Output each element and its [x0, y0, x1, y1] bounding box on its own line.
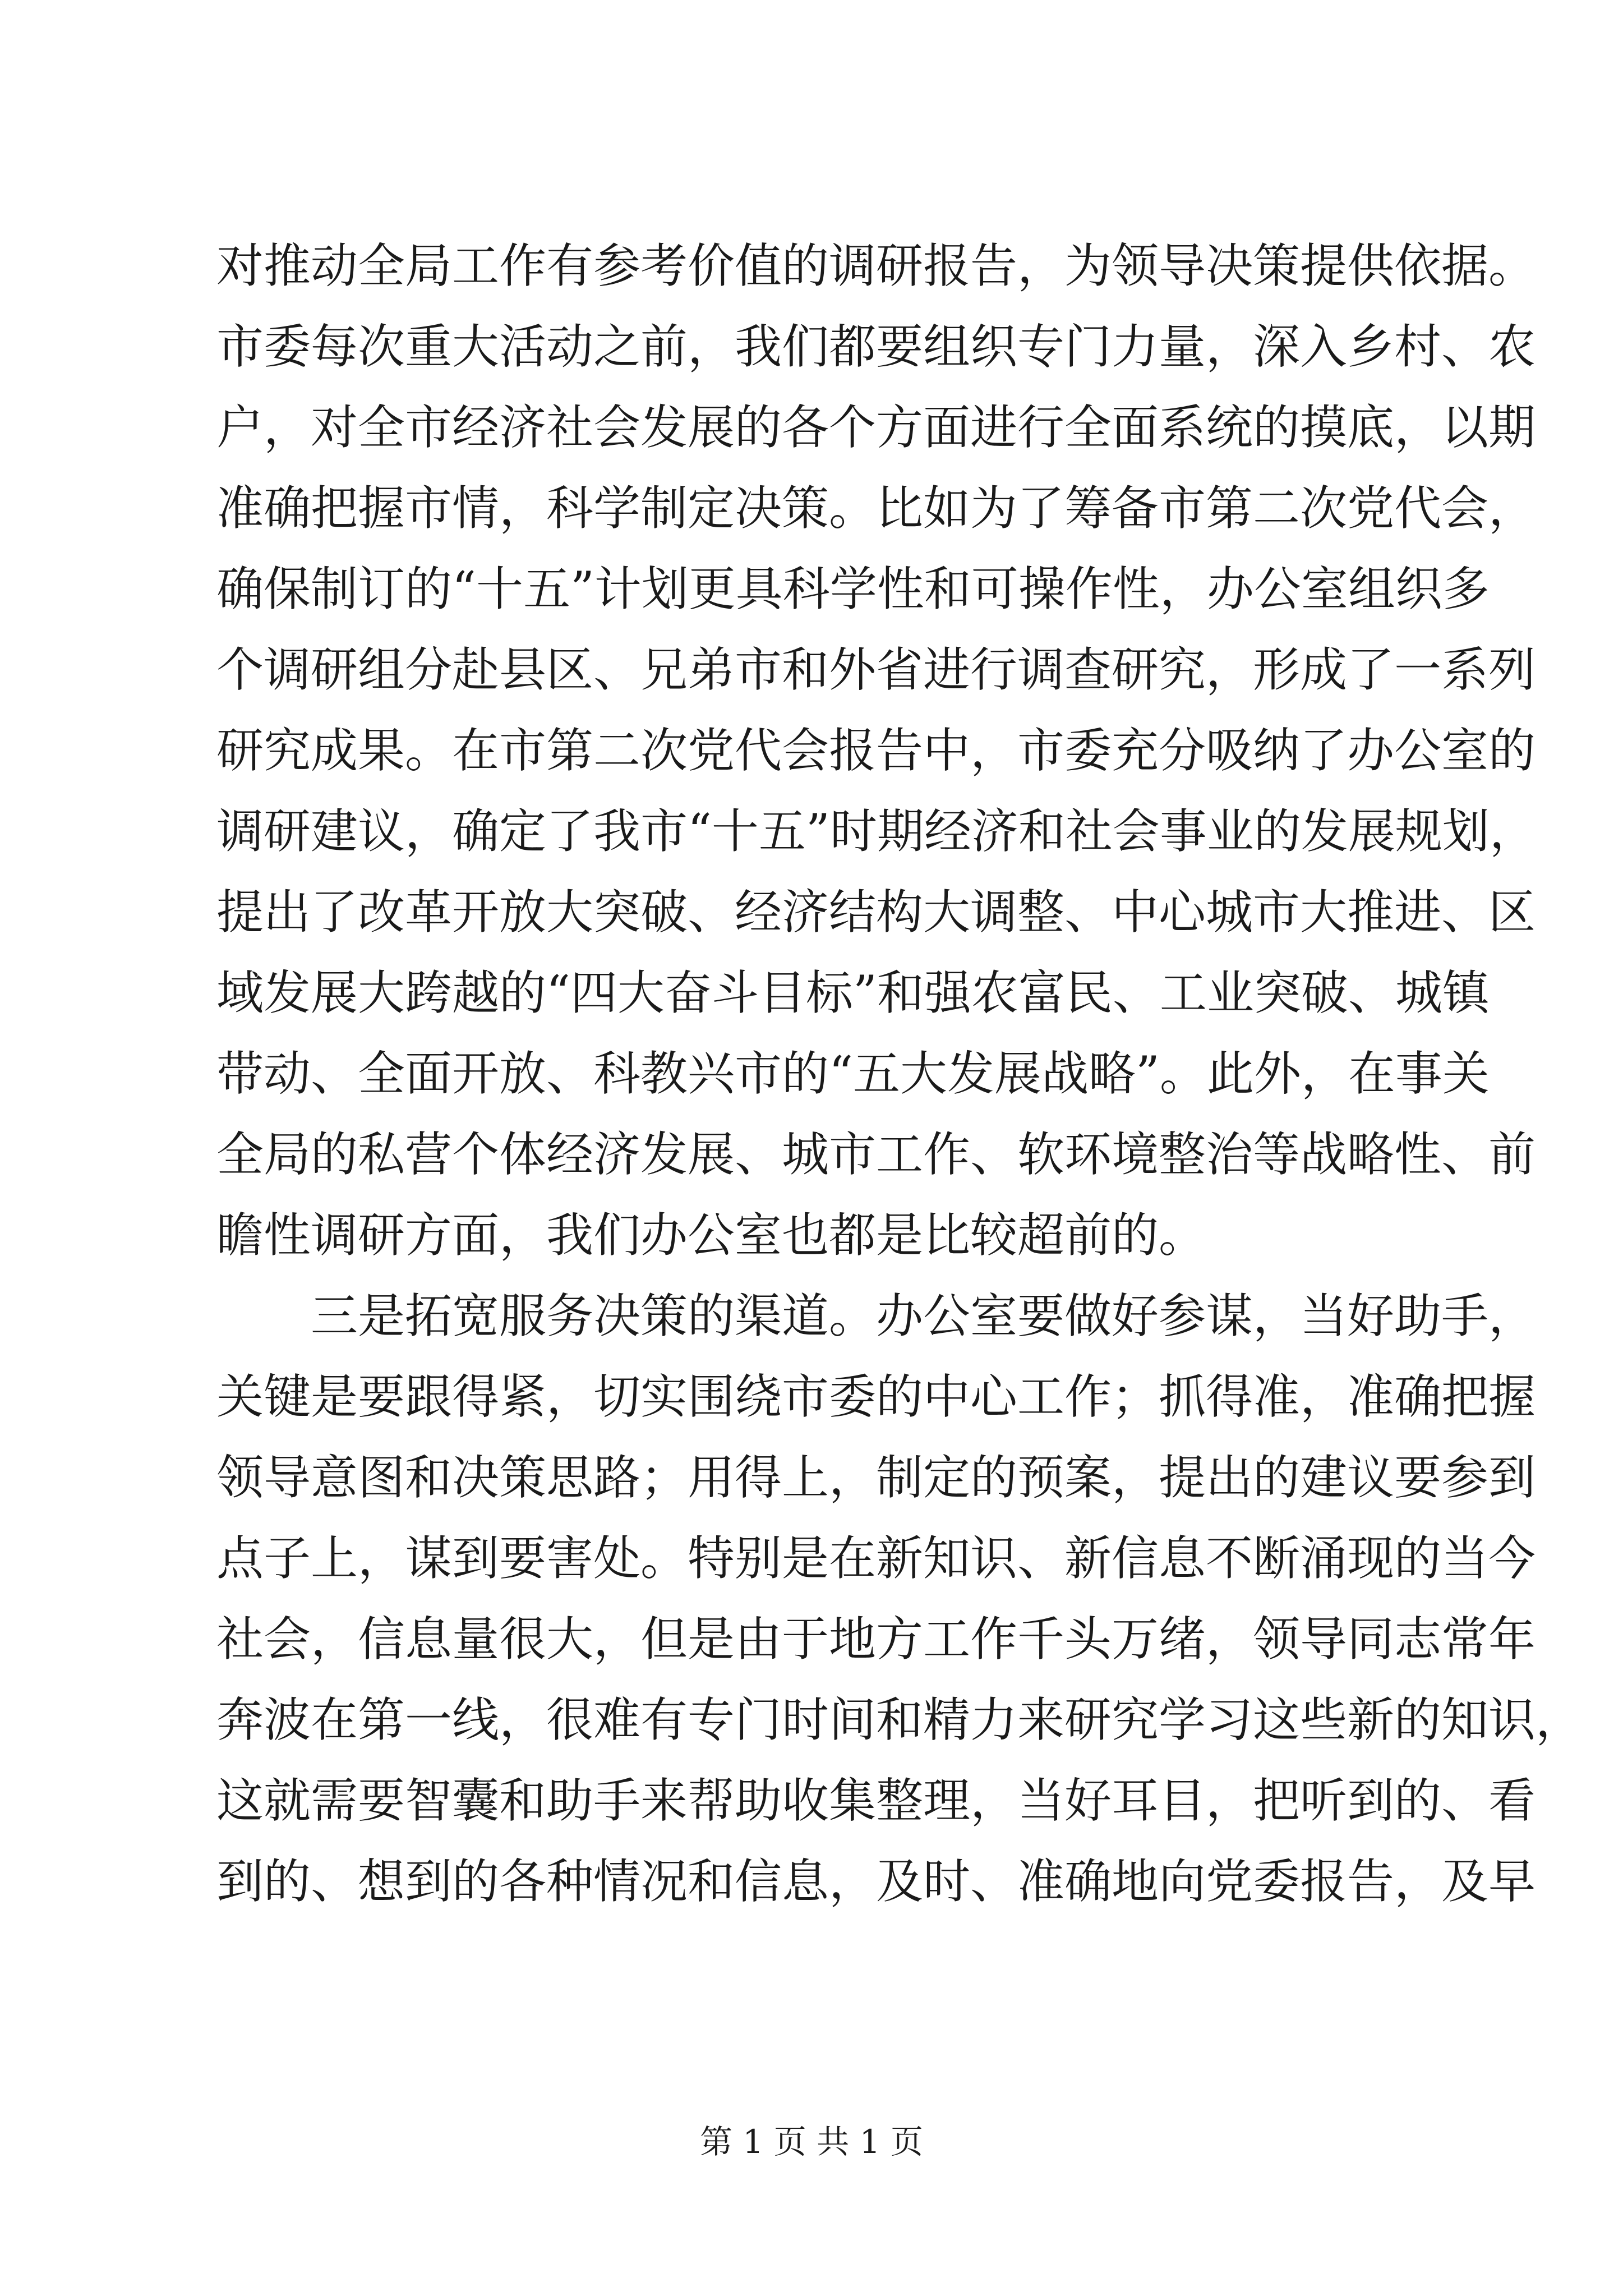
body-text [216, 226, 1583, 1922]
text-line: 户，对全市经济社会发展的各个方面进行全面系统的摸底，以期 [216, 400, 1536, 455]
text-line: 领导意图和决策思路；用得上，制定的预案，提出的建议要参到 [216, 1450, 1536, 1505]
text-line: 全局的私营个体经济发展、城市工作、软环境整治等战略性、前 [216, 1127, 1536, 1182]
text-line: 带动、全面开放、科教兴市的“五大发展战略”。此外，在事关 [216, 1046, 1490, 1101]
text-line: 对推动全局工作有参考价值的调研报告，为领导决策提供依据。 [216, 238, 1536, 293]
text-line: 点子上，谋到要害处。特别是在新知识、新信息不断涌现的当今 [216, 1531, 1536, 1586]
text-line: 研究成果。在市第二次党代会报告中，市委充分吸纳了办公室的 [216, 723, 1536, 778]
text-line: 域发展大跨越的“四大奋斗目标”和强农富民、工业突破、城镇 [216, 965, 1490, 1020]
text-line: 准确把握市情，科学制定决策。比如为了筹备市第二次党代会， [216, 481, 1536, 536]
paragraph-end-line: 瞻性调研方面，我们办公室也都是比较超前的。 [216, 1208, 1206, 1263]
text-line: 市委每次重大活动之前，我们都要组织专门力量，深入乡村、农 [216, 319, 1536, 374]
text-line: 到的、想到的各种情况和信息，及时、准确地向党委报告，及早 [216, 1854, 1536, 1909]
text-line: 社会，信息量很大，但是由于地方工作千头万绪，领导同志常年 [216, 1612, 1536, 1667]
text-line: 关键是要跟得紧，切实围绕市委的中心工作；抓得准，准确把握 [216, 1369, 1536, 1424]
text-line: 个调研组分赴县区、兄弟市和外省进行调查研究，形成了一系列 [216, 642, 1536, 697]
page-footer [0, 2119, 1623, 2164]
text-line: 提出了改革开放大突破、经济结构大调整、中心城市大推进、区 [216, 885, 1536, 940]
text-line: 奔波在第一线，很难有专门时间和精力来研究学习这些新的知识， [216, 1692, 1583, 1747]
text-line: 调研建议，确定了我市“十五”时期经济和社会事业的发展规划， [216, 804, 1537, 859]
text-line: 确保制订的“十五”计划更具科学性和可操作性，办公室组织多 [216, 562, 1490, 616]
page-number-label: 第 1 页 共 1 页 [700, 2123, 923, 2161]
text-line: 这就需要智囊和助手来帮助收集整理，当好耳目，把听到的、看 [216, 1773, 1536, 1828]
paragraph-start-line: 三是拓宽服务决策的渠道。办公室要做好参谋，当好助手， [311, 1289, 1536, 1343]
